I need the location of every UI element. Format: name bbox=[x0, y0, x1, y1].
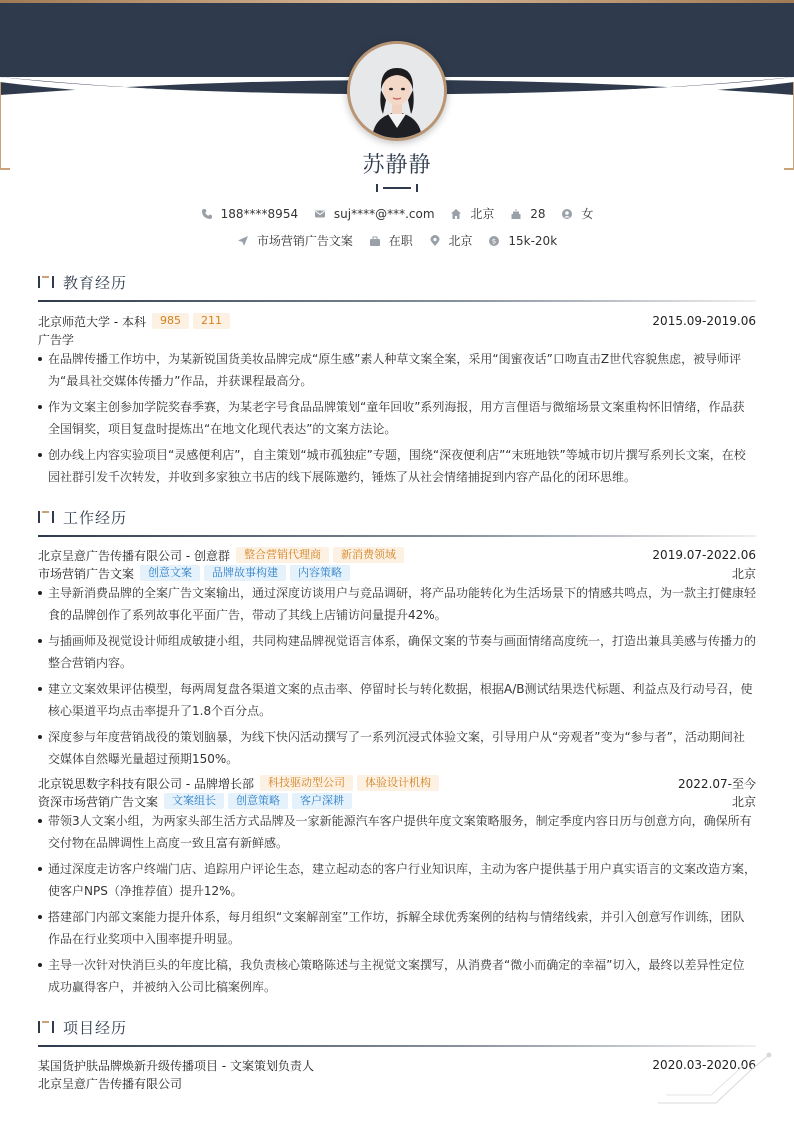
project-company: 北京呈意广告传播有限公司 bbox=[38, 1076, 183, 1091]
project-title: 某国货护肤品牌焕新升级传播项目 - 文案策划负责人 bbox=[38, 1058, 314, 1073]
work-section-title bbox=[38, 505, 127, 529]
education-major-line bbox=[38, 330, 756, 348]
section-bracket-icon bbox=[38, 275, 54, 289]
job-city: 北京 bbox=[731, 794, 756, 809]
city-text: 北京 bbox=[470, 207, 495, 221]
status-text: 在职 bbox=[388, 234, 413, 248]
education-section-title bbox=[38, 270, 127, 294]
list-item: 主导一次针对快消巨头的年度比稿，我负责核心策略陈述与主视觉文案撰写，从消费者“微小而确定的幸福”切入，最终以差异性定位成功赢得客户，并被纳入公司比稿案例库。 bbox=[38, 954, 756, 998]
company-line: 北京呈意广告传播有限公司 - 创意群 bbox=[38, 548, 230, 563]
work-title: 工作经历 bbox=[63, 508, 128, 527]
portrait-image bbox=[350, 44, 444, 138]
target-job-text: 市场营销广告文案 bbox=[256, 234, 353, 248]
svg-text:$: $ bbox=[492, 237, 497, 245]
cake-icon bbox=[510, 208, 522, 220]
education-section-divider bbox=[38, 300, 756, 302]
job-entry-header bbox=[38, 774, 756, 792]
corner-line-decoration bbox=[656, 1045, 776, 1105]
company-tag: 科技驱动型公司 bbox=[260, 775, 353, 791]
gender-text: 女 bbox=[581, 207, 594, 221]
major-text: 广告学 bbox=[38, 332, 75, 347]
section-bracket-icon bbox=[38, 1020, 54, 1034]
skill-tag: 品牌故事构建 bbox=[204, 565, 286, 581]
list-item: 搭建部门内部文案能力提升体系，每月组织“文案解剖室”工作坊，拆解全球优秀案例的结构与情绪线索，并引入创意写作训练，团队作品在行业奖项中入围率提升明显。 bbox=[38, 906, 756, 950]
avatar-photo bbox=[350, 44, 444, 138]
home-icon bbox=[450, 208, 462, 220]
school-tag: 211 bbox=[193, 313, 230, 329]
salary-text: 15k-20k bbox=[508, 233, 558, 248]
job-bullets bbox=[38, 582, 756, 774]
age-item bbox=[510, 207, 545, 221]
person-icon bbox=[561, 208, 573, 220]
skill-tag: 客户深耕 bbox=[292, 793, 352, 809]
job-city: 北京 bbox=[731, 566, 756, 581]
job-role-line bbox=[38, 792, 756, 810]
gender-item bbox=[561, 205, 593, 222]
briefcase-icon bbox=[369, 235, 381, 247]
age-text: 28 bbox=[530, 206, 546, 221]
projects-section-title bbox=[38, 1015, 127, 1039]
job-role-line bbox=[38, 564, 756, 582]
target-job-item bbox=[237, 232, 353, 249]
work-section-divider bbox=[38, 535, 756, 537]
location-pin-icon bbox=[429, 235, 441, 247]
list-item: 与插画师及视觉设计师组成敏捷小组，共同构建品牌视觉语言体系，确保文案的节奏与画面情绪高度统一，打造出兼具美感与传播力的整合营销内容。 bbox=[38, 630, 756, 674]
list-item: 带领3人文案小组，为两家头部生活方式品牌及一家新能源汽车客户提供年度文案策略服务，制定季度内容日历与创意方向，确保所有交付物在品牌调性上高度一致且富有新鲜感。 bbox=[38, 810, 756, 854]
project-company-line bbox=[38, 1074, 756, 1092]
projects-section-divider bbox=[38, 1045, 756, 1047]
list-item: 通过深度走访客户终端门店、追踪用户评论生态，建立起动态的客户行业知识库，主动为客户提供基于用户真实语言的文案改造方案，使客户NPS（净推荐值）提升12%。 bbox=[38, 858, 756, 902]
project-entry-header bbox=[38, 1056, 756, 1074]
school-line: 北京师范大学 - 本科 bbox=[38, 314, 146, 329]
target-city-item bbox=[429, 232, 473, 249]
list-item: 在品牌传播工作坊中，为某新锐国货美妆品牌完成“原生感”素人种草文案全案，采用“闺蜜夜话”口吻直击Z世代容貌焦虑，被导师评为“最具社交媒体传播力”作品，并获课程最高分。 bbox=[38, 348, 756, 392]
phone-icon bbox=[201, 208, 213, 220]
skill-tag: 创意策略 bbox=[228, 793, 288, 809]
target-city-text: 北京 bbox=[448, 234, 473, 248]
coin-icon bbox=[488, 235, 500, 247]
skill-tag: 创意文案 bbox=[140, 565, 200, 581]
envelope-icon bbox=[314, 208, 326, 220]
company-line: 北京锐思数字科技有限公司 - 品牌增长部 bbox=[38, 776, 254, 791]
job-intent-row bbox=[0, 232, 794, 250]
education-title: 教育经历 bbox=[63, 273, 128, 292]
name-divider-decoration bbox=[376, 183, 418, 193]
list-item: 建立文案效果评估模型，每两周复盘各渠道文案的点击率、停留时长与转化数据，根据A/B测试结果迭代标题、利益点及行动号召，使核心渠道平均点击率提升了1.8个百分点。 bbox=[38, 678, 756, 722]
school-tag: 985 bbox=[152, 313, 189, 329]
phone-text: 188****8954 bbox=[220, 206, 299, 221]
paper-plane-icon bbox=[237, 235, 249, 247]
phone-item bbox=[201, 207, 298, 221]
candidate-name: 苏静静 bbox=[362, 153, 432, 178]
list-item: 创办线上内容实验项目“灵感便利店”，自主策划“城市孤独症”专题，围绕“深夜便利店”“末班地铁”等城市切片撰写系列长文案，在校园社群引发千次转发，并收到多家独立书店的线下展陈邀约，锤炼了从社会情绪捕捉到内容产品化的闭环思维。 bbox=[38, 444, 756, 488]
job-date: 2022.07-至今 bbox=[678, 776, 756, 791]
list-item: 深度参与年度营销战役的策划脑暴，为线下快闪活动撰写了一系列沉浸式体验文案，引导用户从“旁观者”变为“参与者”，活动期间社交媒体自然曝光量超过预期150%。 bbox=[38, 726, 756, 770]
contact-info-row bbox=[0, 205, 794, 223]
project-date: 2020.03-2020.06 bbox=[652, 1058, 756, 1072]
list-item: 作为文案主创参加学院奖春季赛，为某老字号食品品牌策划“童年回收”系列海报，用方言俚语与微缩场景文案重构怀旧情绪，作品获全国铜奖，项目复盘时提炼出“在地文化现代表达”的文案方法论。 bbox=[38, 396, 756, 440]
education-entry-header bbox=[38, 312, 756, 330]
list-item: 主导新消费品牌的全案广告文案输出，通过深度访谈用户与竞品调研，将产品功能转化为生活场景下的情感共鸣点，为一款主打健康轻食的品牌创作了系列故事化平面广告，带动了其线上店铺访问量提升42%。 bbox=[38, 582, 756, 626]
projects-title: 项目经历 bbox=[63, 1018, 128, 1037]
job-role: 资深市场营销广告文案 bbox=[38, 794, 159, 809]
job-date: 2019.07-2022.06 bbox=[652, 548, 756, 562]
company-tag: 整合营销代理商 bbox=[236, 547, 329, 563]
city-item bbox=[450, 205, 494, 222]
skill-tag: 内容策略 bbox=[290, 565, 350, 581]
salary-item bbox=[488, 234, 557, 248]
company-tag: 新消费领域 bbox=[333, 547, 404, 563]
job-role: 市场营销广告文案 bbox=[38, 566, 135, 581]
email-item bbox=[314, 207, 435, 221]
job-bullets bbox=[38, 810, 756, 1002]
avatar bbox=[347, 41, 447, 141]
email-text: suj****@***.com bbox=[333, 206, 435, 221]
job-entry-header bbox=[38, 546, 756, 564]
education-date: 2015.09-2019.06 bbox=[652, 314, 756, 328]
status-item bbox=[369, 232, 413, 249]
education-bullets bbox=[38, 348, 756, 492]
skill-tag: 文案组长 bbox=[164, 793, 224, 809]
company-tag: 体验设计机构 bbox=[357, 775, 439, 791]
section-bracket-icon bbox=[38, 510, 54, 524]
